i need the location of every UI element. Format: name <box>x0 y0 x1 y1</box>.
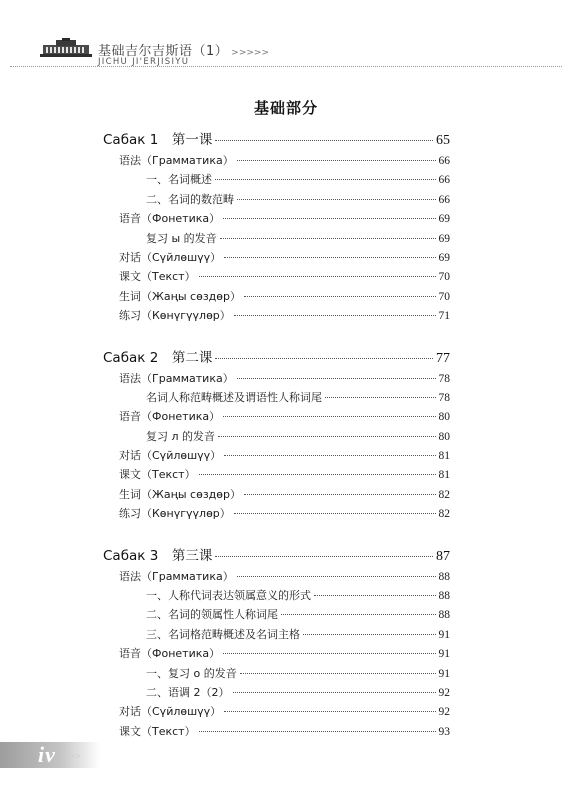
toc-entry-label: 对话（Сүйлөшүү） <box>119 250 222 264</box>
toc-page-number: 91 <box>438 667 450 680</box>
dot-leader <box>215 358 433 359</box>
toc-section <box>103 369 450 388</box>
toc-entry-label: Сабак 3 第三课 <box>103 547 213 564</box>
toc-entry-label: 二、名词的数范畴 <box>146 192 234 206</box>
toc-section <box>103 407 450 426</box>
lesson-heading <box>103 347 450 369</box>
toc-entry-label: 语音（Фонетика） <box>119 647 221 661</box>
dot-leader <box>237 378 436 379</box>
page-header <box>0 0 572 80</box>
toc-page-number: 66 <box>438 193 450 206</box>
toc-page-number: 87 <box>436 548 450 564</box>
toc-page-number: 92 <box>438 686 450 699</box>
toc-subsection <box>103 605 450 624</box>
toc-section <box>103 702 450 721</box>
toc-entry-label: Сабак 2 第二课 <box>103 349 213 366</box>
lesson-heading <box>103 129 450 151</box>
toc-entry-label: 一、人称代词表达领属意义的形式 <box>146 589 311 603</box>
dot-leader <box>223 218 435 219</box>
dot-leader <box>218 436 435 437</box>
toc-subsection <box>103 586 450 605</box>
toc-page-number: 78 <box>438 391 450 404</box>
toc-section <box>103 446 450 465</box>
toc-section <box>103 465 450 484</box>
toc-subsection <box>103 190 450 209</box>
toc-entry-label: 二、名词的领属性人称词尾 <box>146 608 278 622</box>
toc-page-number: 71 <box>438 310 450 323</box>
toc-page-number: 80 <box>438 411 450 424</box>
toc-entry-label: 课文（Текст） <box>119 270 196 284</box>
dot-leader <box>224 455 435 456</box>
toc-page-number: 93 <box>438 725 450 738</box>
dot-leader <box>215 179 436 180</box>
toc-entry-label: 对话（Сүйлөшүү） <box>119 705 222 719</box>
toc-page-number: 81 <box>438 450 450 463</box>
toc-entry-label: 复习 л 的发音 <box>146 429 216 443</box>
toc-page-number: 77 <box>436 350 450 366</box>
toc-entry-label: 生词（Жаңы сөздөр） <box>119 289 241 303</box>
toc-section <box>103 248 450 267</box>
toc-section <box>103 504 450 523</box>
toc-entry-label: 练习（Көнүгүүлөр） <box>119 309 231 323</box>
header-arrows: >>>>> <box>231 48 269 58</box>
toc-section <box>103 209 450 228</box>
dot-leader <box>325 397 436 398</box>
dot-leader <box>223 653 435 654</box>
dot-leader <box>199 276 436 277</box>
dot-leader <box>244 494 436 495</box>
dot-leader <box>237 160 436 161</box>
toc-entry-label: 复习 ы 的发音 <box>146 231 217 245</box>
toc-entry-label: 三、名词格范畴概述及名词主格 <box>146 627 300 641</box>
section-gap <box>103 524 450 545</box>
toc-entry-label: 对话（Сүйлөшүү） <box>119 449 222 463</box>
toc-page-number: 81 <box>438 469 450 482</box>
toc-entry-label: 生词（Жаңы сөздөр） <box>119 487 241 501</box>
toc-page-number: 91 <box>438 628 450 641</box>
lesson-heading <box>103 545 450 567</box>
toc-entry-label: 课文（Текст） <box>119 724 196 738</box>
toc-section <box>103 722 450 741</box>
toc-page-number: 80 <box>438 430 450 443</box>
footer-arrows: >> <box>70 751 81 761</box>
toc-subsection <box>103 664 450 683</box>
toc-subsection <box>103 170 450 189</box>
toc-page-number: 66 <box>438 174 450 187</box>
dot-leader <box>234 513 436 514</box>
toc-section <box>103 644 450 663</box>
toc-subsection <box>103 625 450 644</box>
toc-section <box>103 567 450 586</box>
toc-subsection <box>103 388 450 407</box>
page-number: iv <box>38 742 56 767</box>
toc-section <box>103 306 450 325</box>
toc-section <box>103 485 450 504</box>
toc-page-number: 70 <box>438 290 450 303</box>
toc-page-number: 78 <box>438 372 450 385</box>
toc-page-number: 82 <box>438 488 450 501</box>
dot-leader <box>215 556 433 557</box>
toc-entry-label: Сабак 1 第一课 <box>103 132 213 148</box>
toc-subsection <box>103 229 450 248</box>
table-of-contents <box>103 129 450 741</box>
dot-leader <box>199 474 436 475</box>
dot-leader <box>215 140 433 141</box>
toc-page-number: 69 <box>438 251 450 264</box>
dot-leader <box>237 576 436 577</box>
toc-page-number: 70 <box>438 271 450 284</box>
toc-page-number: 88 <box>438 609 450 622</box>
toc-entry-label: 一、复习 о 的发音 <box>146 666 237 680</box>
toc-page-number: 88 <box>438 590 450 603</box>
toc-subsection <box>103 427 450 446</box>
toc-entry-label: 语法（Грамматика） <box>119 569 234 583</box>
book-title: 基础吉尔吉斯语（1） >>>>> <box>98 44 269 59</box>
page-title: 基础部分 <box>253 99 318 117</box>
toc-entry-label: 课文（Текст） <box>119 468 196 482</box>
dot-leader <box>224 711 435 712</box>
toc-page-number: 69 <box>438 232 450 245</box>
header-divider <box>10 66 562 67</box>
dot-leader <box>233 692 436 693</box>
toc-page-number: 82 <box>438 508 450 521</box>
building-logo-icon <box>40 38 92 58</box>
toc-entry-label: 语音（Фонетика） <box>119 212 221 226</box>
dot-leader <box>314 595 436 596</box>
toc-subsection <box>103 683 450 702</box>
book-subtitle: JICHU JI'ERJISIYU <box>98 57 190 67</box>
dot-leader <box>237 199 436 200</box>
toc-section <box>103 287 450 306</box>
dot-leader <box>199 731 436 732</box>
dot-leader <box>281 614 436 615</box>
toc-entry-label: 二、语调 2（2） <box>146 685 230 699</box>
toc-page-number: 91 <box>438 648 450 661</box>
dot-leader <box>303 634 436 635</box>
dot-leader <box>240 673 436 674</box>
toc-page-number: 69 <box>438 213 450 226</box>
toc-page-number: 65 <box>436 133 450 148</box>
toc-entry-label: 练习（Көнүгүүлөр） <box>119 507 231 521</box>
dot-leader <box>224 257 435 258</box>
toc-page-number: 88 <box>438 570 450 583</box>
dot-leader <box>220 238 436 239</box>
section-gap <box>103 326 450 347</box>
toc-section <box>103 151 450 170</box>
dot-leader <box>223 416 435 417</box>
toc-entry-label: 语音（Фонетика） <box>119 410 221 424</box>
toc-entry-label: 语法（Грамматика） <box>119 371 234 385</box>
toc-section <box>103 267 450 286</box>
toc-page-number: 92 <box>438 706 450 719</box>
toc-page-number: 66 <box>438 155 450 167</box>
toc-entry-label: 名词人称范畴概述及谓语性人称词尾 <box>146 390 322 404</box>
dot-leader <box>244 296 436 297</box>
dot-leader <box>234 315 436 316</box>
toc-entry-label: 语法（Грамматика） <box>119 154 234 167</box>
toc-entry-label: 一、名词概述 <box>146 173 212 187</box>
